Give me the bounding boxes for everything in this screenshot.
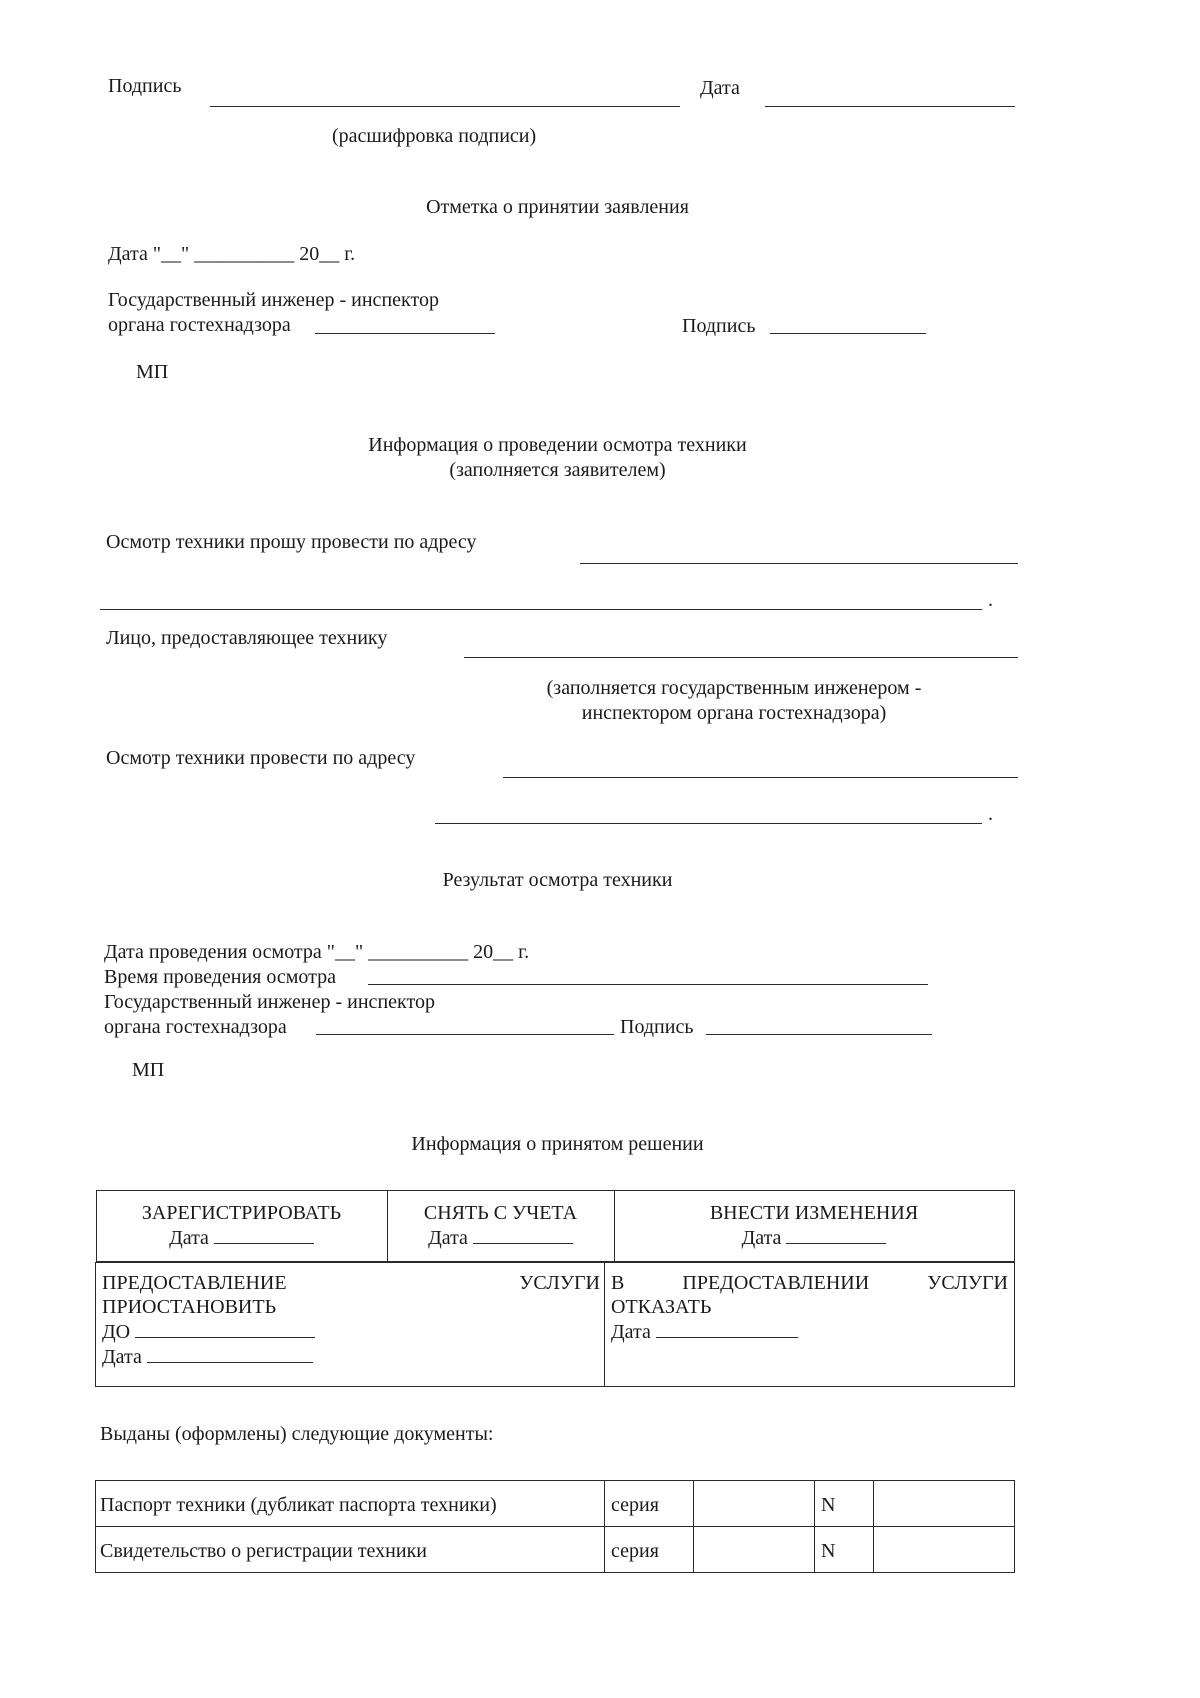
acceptance-inspector-line1: Государственный инженер - инспектор bbox=[108, 289, 439, 311]
date-field[interactable] bbox=[765, 106, 1015, 107]
acceptance-signature-label: Подпись bbox=[682, 315, 756, 337]
documents-title: Выданы (оформлены) следующие документы: bbox=[100, 1423, 494, 1445]
document-row bbox=[96, 1481, 1015, 1527]
refuse-date-label: Дата bbox=[611, 1321, 651, 1343]
documents-table bbox=[95, 1480, 1015, 1573]
suspend-date-field[interactable] bbox=[147, 1344, 313, 1363]
document-name: Свидетельство о регистрации техники bbox=[96, 1527, 605, 1573]
document-row bbox=[96, 1527, 1015, 1573]
register-label: ЗАРЕГИСТРИРОВАТЬ bbox=[141, 1202, 342, 1224]
signature-label: Подпись bbox=[108, 75, 182, 97]
acceptance-stamp: МП bbox=[136, 361, 169, 383]
acceptance-date-line[interactable]: Дата "__" __________ 20__ г. bbox=[108, 243, 356, 265]
register-date-field[interactable] bbox=[214, 1225, 314, 1244]
refuse-cell[interactable] bbox=[605, 1263, 1015, 1387]
address-conduct-field-cont[interactable] bbox=[435, 823, 982, 824]
filled-by-line1: (заполняется государственным инженером - bbox=[546, 677, 922, 699]
suspend-cell[interactable] bbox=[96, 1263, 605, 1387]
date-label: Дата bbox=[700, 77, 740, 99]
amend-date-label: Дата bbox=[741, 1227, 782, 1249]
refuse-date-field[interactable] bbox=[656, 1319, 798, 1338]
refuse-word1: В bbox=[611, 1272, 625, 1294]
amend-label: ВНЕСТИ ИЗМЕНЕНИЯ bbox=[709, 1202, 919, 1224]
suspend-line2: ПРИОСТАНОВИТЬ bbox=[102, 1296, 277, 1318]
suspend-until-label: ДО bbox=[102, 1321, 131, 1343]
result-inspector-line2: органа гостехнадзора bbox=[104, 1016, 287, 1038]
result-stamp: МП bbox=[132, 1059, 165, 1081]
acceptance-inspector-line2: органа гостехнадзора bbox=[108, 314, 291, 336]
address-request-field-cont[interactable] bbox=[100, 609, 982, 610]
result-time-field[interactable] bbox=[368, 984, 928, 985]
deregister-label: СНЯТЬ С УЧЕТА bbox=[423, 1202, 578, 1224]
result-signature-label: Подпись bbox=[620, 1016, 694, 1038]
register-cell[interactable] bbox=[96, 1191, 387, 1262]
acceptance-title: Отметка о принятии заявления bbox=[426, 196, 689, 218]
result-inspector-line1: Государственный инженер - инспектор bbox=[104, 991, 435, 1013]
address-conduct-label: Осмотр техники провести по адресу bbox=[106, 747, 416, 769]
result-inspector-field[interactable] bbox=[316, 1034, 614, 1035]
register-date-label: Дата bbox=[169, 1227, 209, 1249]
deregister-date-field[interactable] bbox=[473, 1225, 573, 1244]
document-series-label: серия bbox=[605, 1481, 694, 1527]
inspection-info-title: Информация о проведении осмотра техники bbox=[368, 434, 747, 456]
suspend-word2: УСЛУГИ bbox=[519, 1272, 600, 1294]
refuse-word2: ПРЕДОСТАВЛЕНИИ bbox=[682, 1272, 870, 1294]
document-series-field[interactable] bbox=[694, 1481, 815, 1527]
acceptance-inspector-field[interactable] bbox=[315, 333, 495, 334]
deregister-cell[interactable] bbox=[387, 1191, 614, 1262]
document-series-field[interactable] bbox=[694, 1527, 815, 1573]
address-request-field[interactable] bbox=[580, 563, 1018, 564]
suspend-until-field[interactable] bbox=[135, 1319, 315, 1338]
filled-by-line2: инспектором органа гостехнадзора) bbox=[581, 702, 887, 724]
acceptance-signature-field[interactable] bbox=[770, 333, 926, 334]
refuse-word3: УСЛУГИ bbox=[927, 1272, 1008, 1294]
decision-table bbox=[95, 1190, 1015, 1387]
deregister-date-label: Дата bbox=[428, 1227, 468, 1249]
address-conduct-dot: . bbox=[988, 803, 993, 825]
inspection-result-title: Результат осмотра техники bbox=[442, 869, 673, 891]
amend-cell[interactable] bbox=[614, 1191, 1014, 1262]
signature-decoding-caption: (расшифровка подписи) bbox=[332, 125, 537, 147]
document-number-field[interactable] bbox=[874, 1481, 1015, 1527]
document-series-label: серия bbox=[605, 1527, 694, 1573]
document-number-field[interactable] bbox=[874, 1527, 1015, 1573]
document-number-label: N bbox=[815, 1481, 874, 1527]
person-providing-field[interactable] bbox=[464, 657, 1018, 658]
person-providing-label: Лицо, предоставляющее технику bbox=[106, 627, 388, 649]
result-signature-field[interactable] bbox=[706, 1034, 932, 1035]
decision-title: Информация о принятом решении bbox=[411, 1133, 704, 1155]
amend-date-field[interactable] bbox=[786, 1225, 886, 1244]
suspend-date-label: Дата bbox=[102, 1346, 142, 1368]
document-name: Паспорт техники (дубликат паспорта техники) bbox=[96, 1481, 605, 1527]
document-number-label: N bbox=[815, 1527, 874, 1573]
address-request-dot: . bbox=[988, 589, 993, 611]
inspection-info-subtitle: (заполняется заявителем) bbox=[449, 459, 666, 481]
refuse-line2: ОТКАЗАТЬ bbox=[611, 1296, 712, 1318]
signature-field[interactable] bbox=[210, 106, 680, 107]
suspend-word1: ПРЕДОСТАВЛЕНИЕ bbox=[102, 1272, 287, 1294]
result-date-line[interactable]: Дата проведения осмотра "__" __________ 20__ г. bbox=[104, 941, 530, 963]
address-conduct-field[interactable] bbox=[503, 777, 1018, 778]
address-request-label: Осмотр техники прошу провести по адресу bbox=[106, 531, 477, 553]
result-time-label: Время проведения осмотра bbox=[104, 966, 337, 988]
